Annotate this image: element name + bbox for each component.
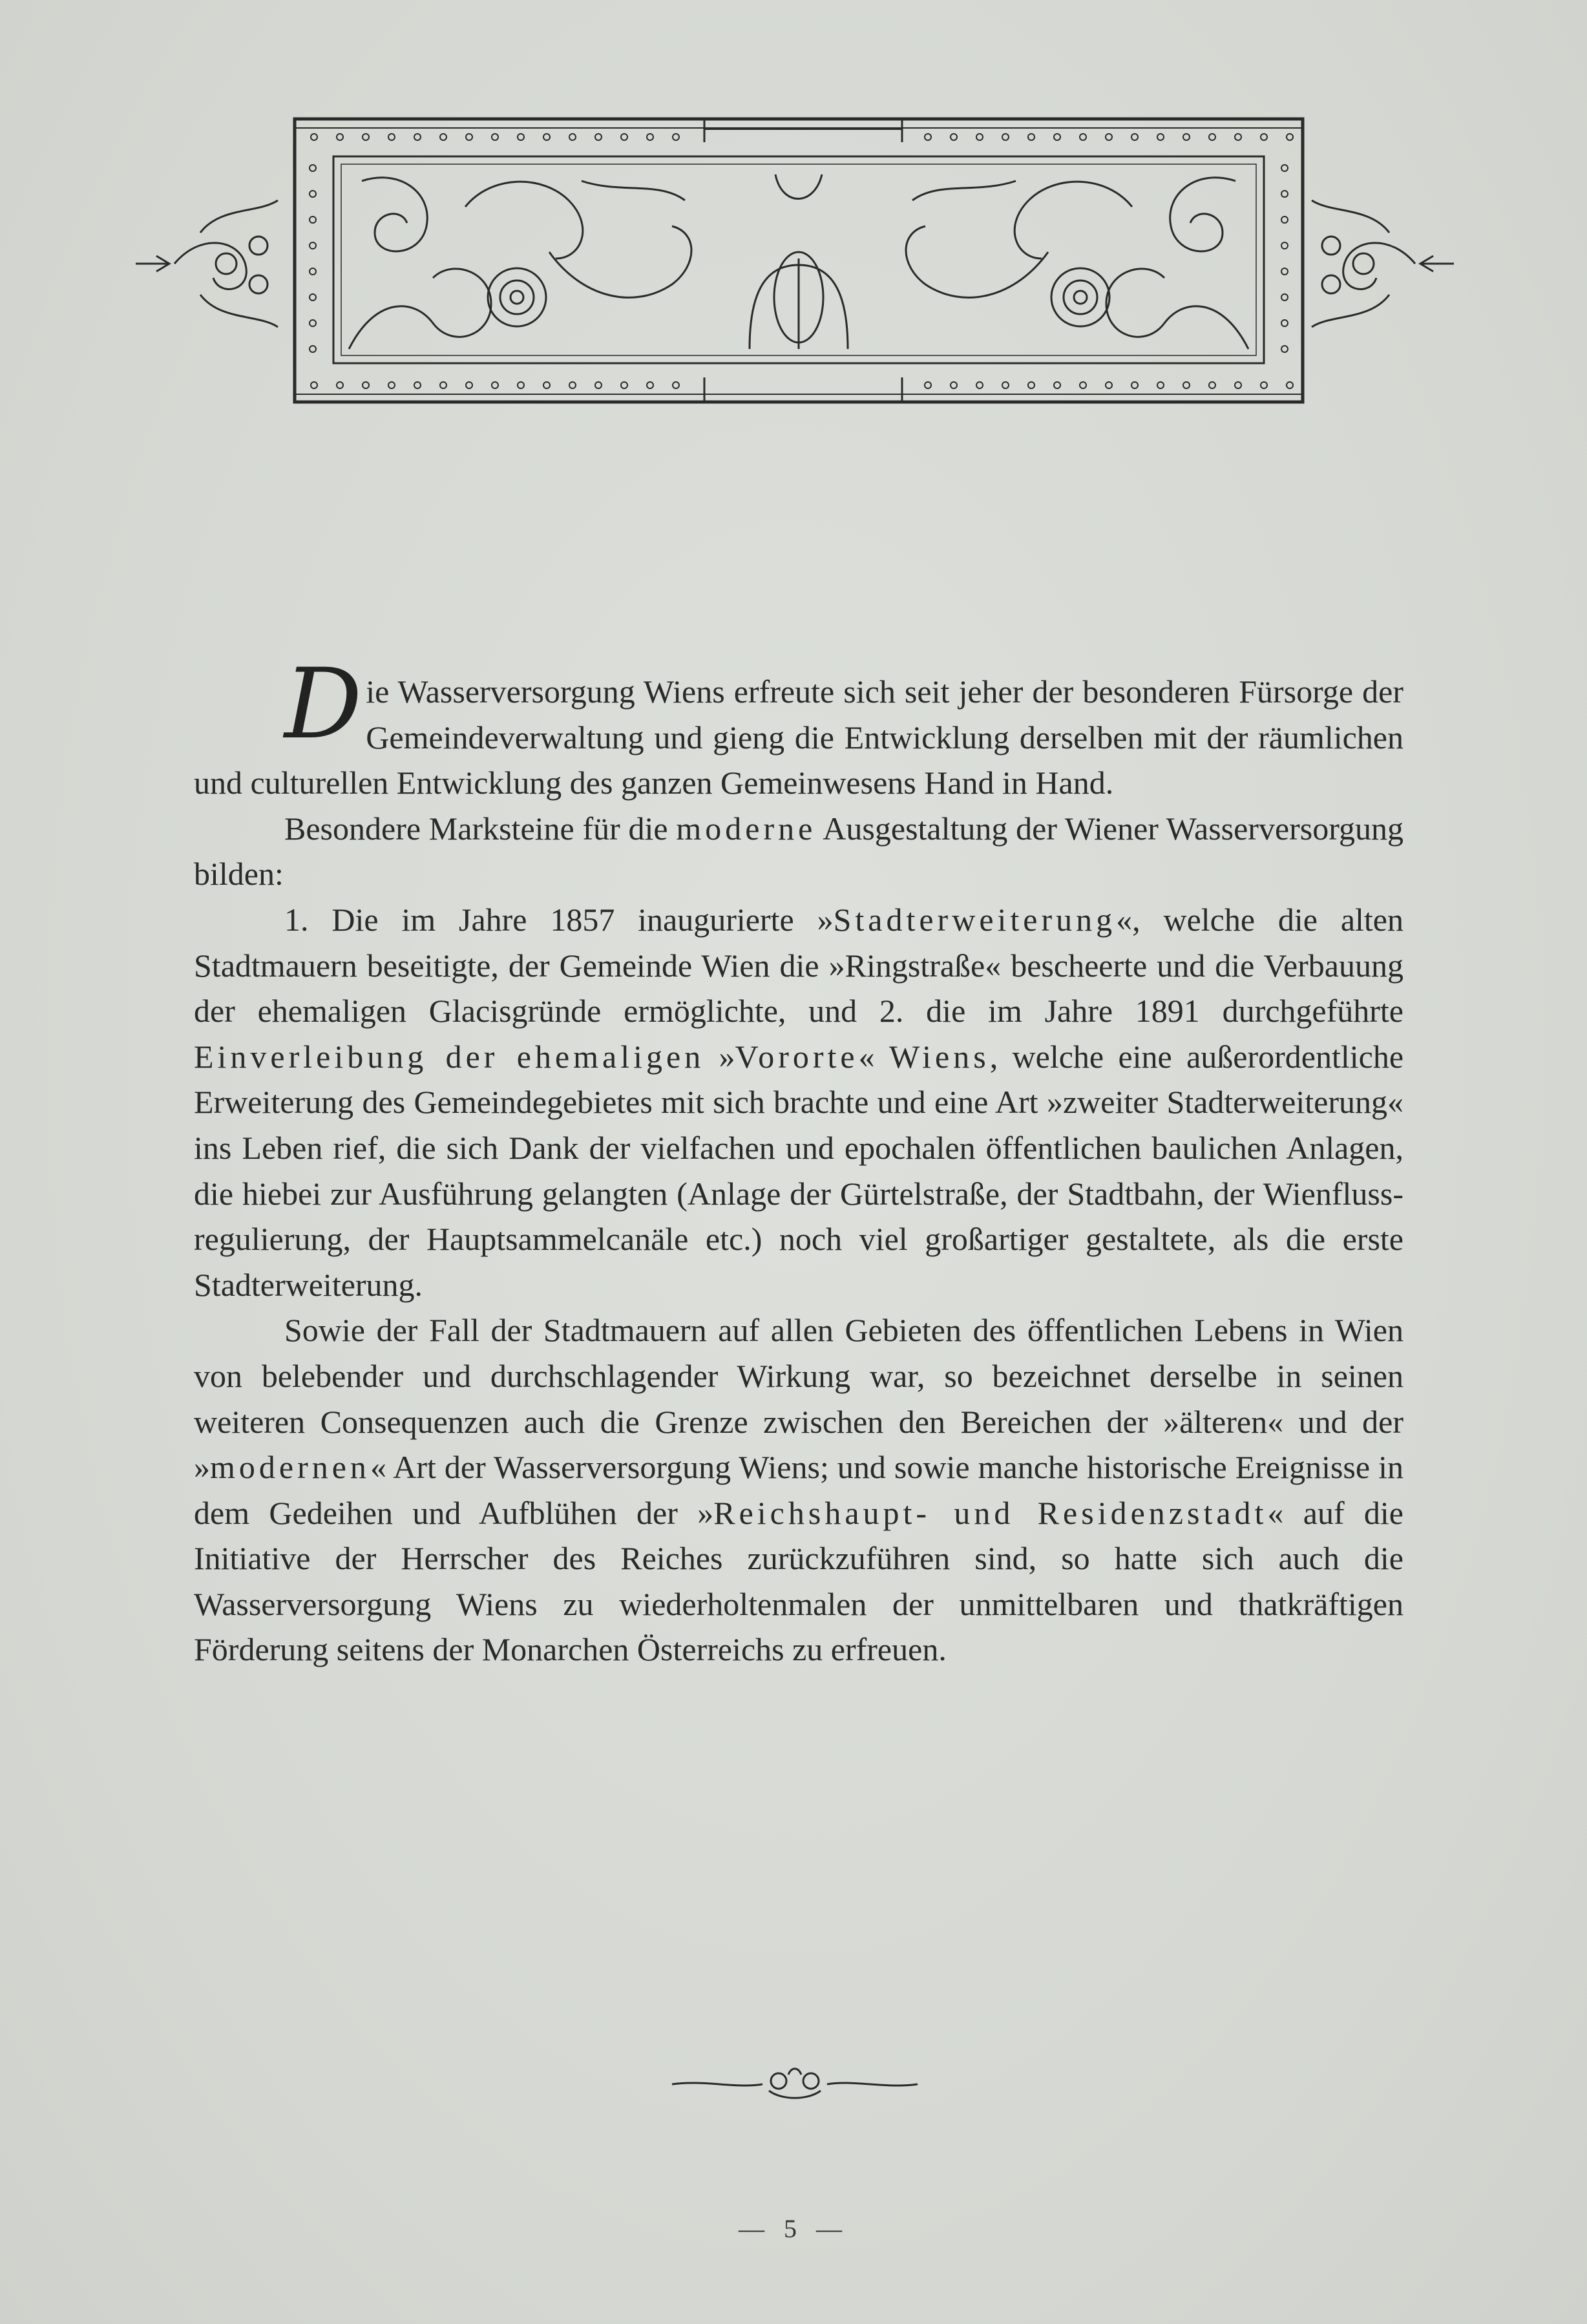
- spaced-emphasis: Reichshaupt- und Residenzstadt: [713, 1494, 1268, 1531]
- spaced-emphasis: Vororte: [735, 1038, 859, 1075]
- paragraph: [194, 806, 1403, 897]
- spaced-emphasis: moderne: [676, 810, 817, 847]
- header-ornament: [129, 103, 1460, 414]
- text-run: « auf die Initiative der Herrscher des Reiches zurückzuführen sind, so hatte sich auch die Wasserversorgung Wiens zu wiederholtenmalen der unmittelbaren und thatkräftigen Förderung seitens der Monarchen Österreichs zu erfreuen.: [194, 1494, 1404, 1668]
- spaced-emphasis: Wiens: [888, 1038, 990, 1075]
- text-run: «: [858, 1038, 889, 1075]
- text-run: Sowie der Fall der Stadtmauern auf allen Gebieten des öffentlichen Lebens in Wien von belebender und durchschlagender Wirkung war, so bezeichnet derselbe in seinen weiteren Consequenzen auch die Grenze zwischen den Bereichen der »älteren« und der »: [194, 1312, 1403, 1486]
- text-run: »: [704, 1038, 735, 1075]
- paragraph: [194, 897, 1403, 1307]
- spaced-emphasis: modernen: [210, 1449, 370, 1486]
- section-divider: [666, 2062, 924, 2107]
- drop-cap: D: [284, 648, 363, 761]
- text-run: Ausgestaltung der Wiener Wasserversorgung bilden:: [194, 810, 1403, 893]
- text-run: « Art der Wasserversorgung Wiens; und sowie manche historische Ereignisse in dem Gedeihen und Aufblühen der »: [194, 1449, 1403, 1531]
- text-run: Besondere Marksteine für die: [284, 810, 677, 847]
- paragraph: [194, 1307, 1403, 1673]
- text-run: «, welche die alten Stadtmauern beseitigte, der Gemeinde Wien die »Ringstraße« bescheerte und die Verbauung der ehemaligen Glacisgründe ermöglichte, und 2. die im Jahre 1891 durchgeführte: [194, 901, 1403, 1030]
- body-text: [194, 648, 1404, 1673]
- text-run: , welche eine außerordentliche Erweiterung des Gemeindegebietes mit sich brachte und eine Art »zweiter Stadterweiterung« ins Leben rief, die sich Dank der vielfachen und epochalen öffentlichen baulichen Anlagen, die hiebei zur Ausführung gelangten (Anlage der Gürtelstraße, der Stadtbahn, der Wienflussregulierung, der Hauptsammelcanäle etc.) noch viel großartiger gestaltete, als die erste Stadterweiterung.: [194, 1038, 1404, 1303]
- spaced-emphasis: Einverleibung der ehemaligen: [194, 1038, 705, 1075]
- text-run: ie Wasserversorgung Wiens erfreute sich seit jeher der besonderen Fürsorge der Gemeindeverwaltung und gieng die Entwicklung derselben mit der räumlichen und culturellen Entwicklung des ganzen Gemeinwesens Hand in Hand.: [194, 673, 1403, 801]
- text-run: 1. Die im Jahre 1857 inaugurierte »: [284, 901, 834, 938]
- page-number: — 5 —: [739, 2214, 848, 2243]
- spaced-emphasis: Stadterweiterung: [833, 901, 1117, 938]
- paragraph: [194, 648, 1403, 806]
